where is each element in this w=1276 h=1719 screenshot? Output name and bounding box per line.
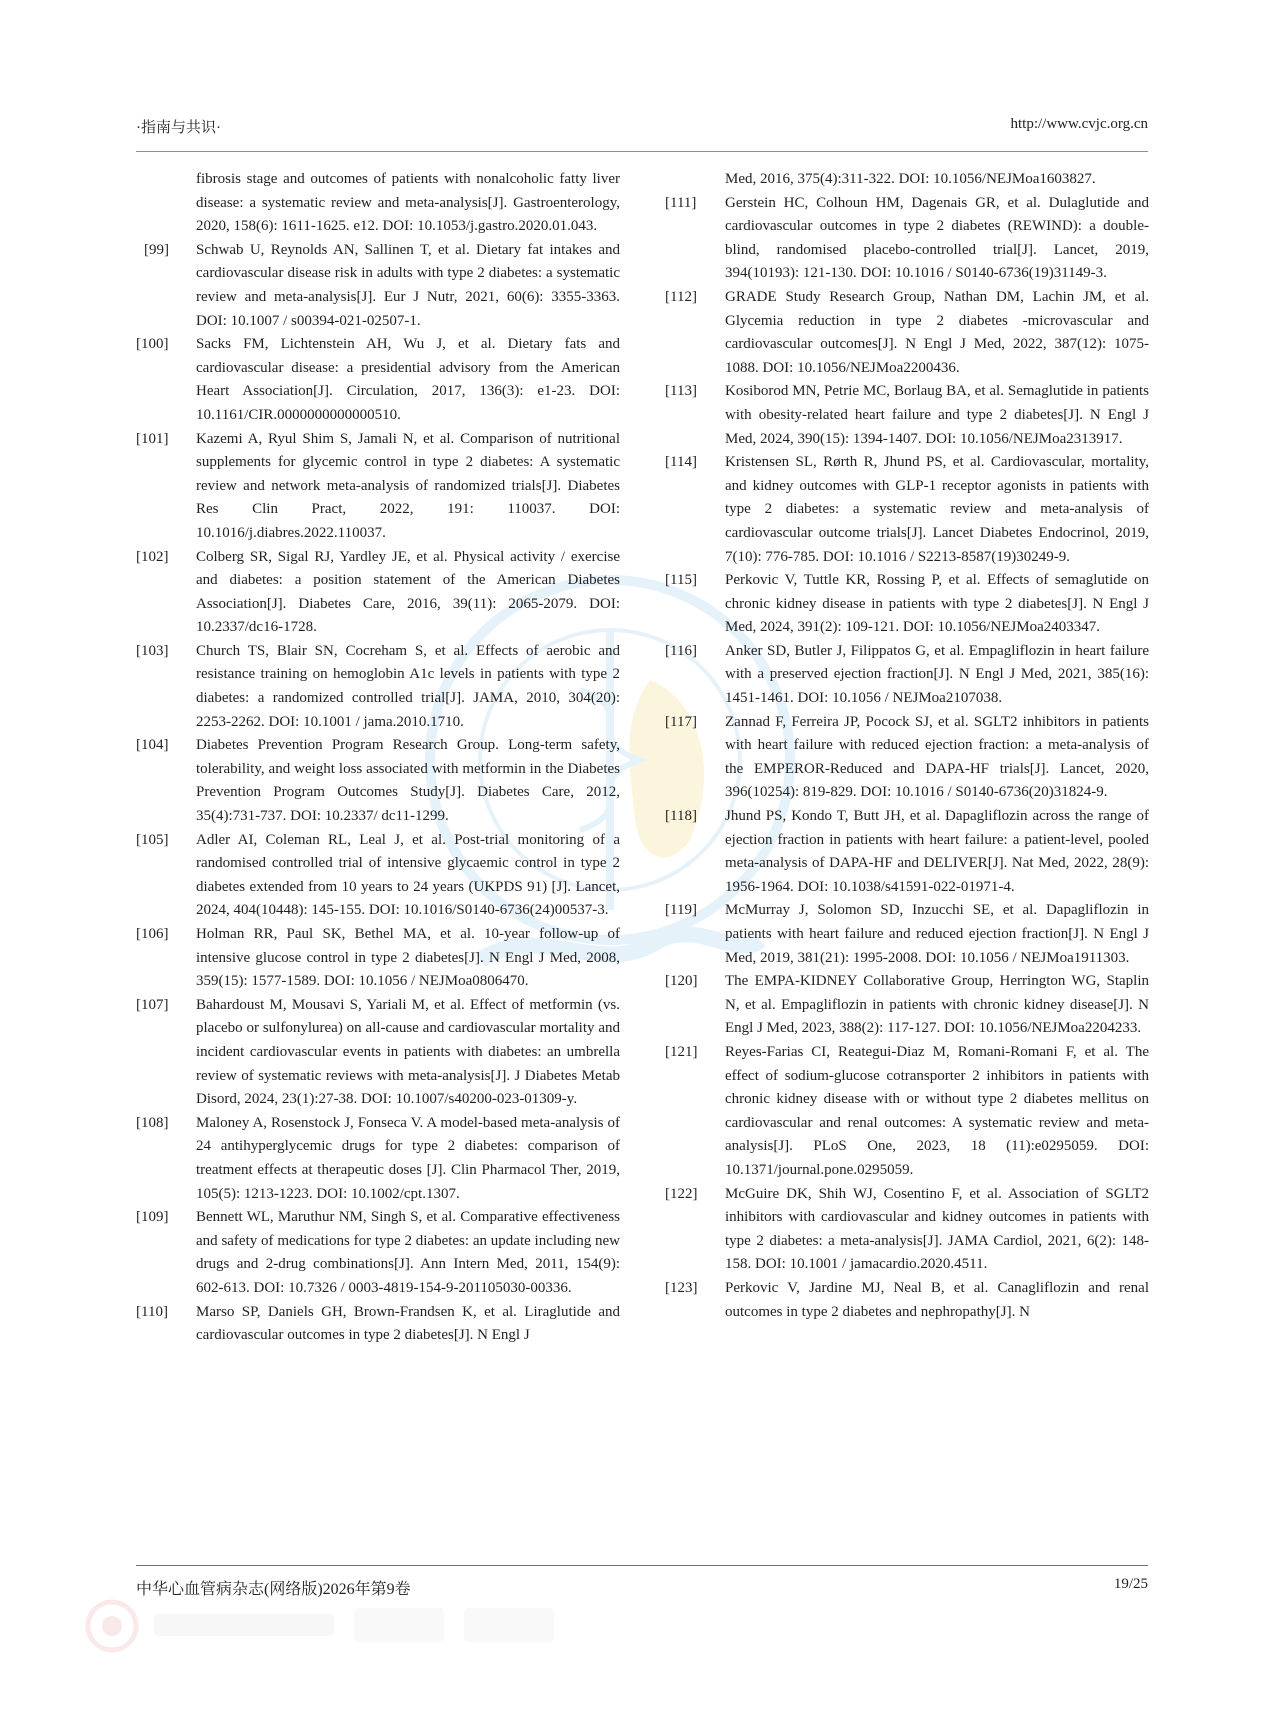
reference-text: McGuire DK, Shih WJ, Cosentino F, et al. Association of SGLT2 inhibitors with cardiovascular and kidney outcomes in patients with type 2 diabetes: a meta-analysis[J]. JAMA Cardiol, 2021, 6(2): 148-158. DOI: 10.1001 / jamacardio.2020.4511.	[725, 1185, 1149, 1273]
reference-entry	[136, 994, 620, 1112]
reference-number: [122]	[665, 1185, 698, 1202]
reference-entry	[665, 805, 1149, 899]
reference-number: [116]	[665, 642, 697, 659]
reference-text: Schwab U, Reynolds AN, Sallinen T, et al. Dietary fat intakes and cardiovascular disease risk in adults with type 2 diabetes: a systematic review and meta-analysis[J]. Eur J Nutr, 2021, 60(6): 3355-3363. DOI: 10.1007 / s00394-021-02507-1.	[196, 241, 620, 329]
reference-entry	[136, 734, 620, 828]
reference-text: Med, 2016, 375(4):311-322. DOI: 10.1056/NEJMoa1603827.	[725, 171, 1096, 187]
reference-entry	[136, 1112, 620, 1206]
reference-text: Marso SP, Daniels GH, Brown-Frandsen K, et al. Liraglutide and cardiovascular outcomes in type 2 diabetes[J]. N Engl J	[196, 1303, 620, 1344]
reference-number: [121]	[665, 1043, 698, 1060]
reference-text: Reyes-Farias CI, Reategui-Diaz M, Romani-Romani F, et al. The effect of sodium-glucose cotransporter 2 inhibitors in patients with chronic kidney disease with or without type 2 diabetes mellitus on cardiovascular and renal outcomes: A systematic review and meta-analysis[J]. PLoS One, 2023, 18 (11):e0295059. DOI: 10.1371/journal.pone.0295059.	[725, 1043, 1149, 1178]
reference-entry	[665, 970, 1149, 1041]
footer-journal: 中华心血管病杂志(网络版)2026年第9卷	[136, 1581, 411, 1598]
reference-text: Zannad F, Ferreira JP, Pocock SJ, et al. SGLT2 inhibitors in patients with heart failure with reduced ejection fraction: a meta-analysis of the EMPEROR-Reduced and DAPA-HF trials[J]. Lancet, 2020, 396(10254): 819-829. DOI: 10.1016 / S0140-6736(20)31824-9.	[725, 713, 1149, 801]
reference-number: [100]	[136, 336, 169, 353]
publisher-logo-watermark-icon	[84, 1598, 584, 1654]
reference-text: Diabetes Prevention Program Research Group. Long-term safety, tolerability, and weight loss associated with metformin in the Diabetes Prevention Program Outcomes Study[J]. Diabetes Care, 2012, 35(4):731-737. DOI: 10.2337/ dc11-1299.	[196, 737, 620, 825]
reference-text: Perkovic V, Tuttle KR, Rossing P, et al. Effects of semaglutide on chronic kidney disease in patients with type 2 diabetes[J]. N Engl J Med, 2024, 391(2): 109-121. DOI: 10.1056/NEJMoa2403347.	[725, 572, 1149, 636]
reference-text: Jhund PS, Kondo T, Butt JH, et al. Dapagliflozin across the range of ejection fraction in patients with heart failure: a patient-level, pooled meta-analysis of DAPA-HF and DELIVER[J]. Nat Med, 2022, 28(9): 1956-1964. DOI: 10.1038/s41591-022-01971-4.	[725, 808, 1149, 895]
reference-entry	[665, 1277, 1149, 1324]
reference-text: Maloney A, Rosenstock J, Fonseca V. A model-based meta-analysis of 24 antihyperglycemic drugs for type 2 diabetes: comparison of treatment effects at therapeutic doses [J]. Clin Pharmacol Ther, 2019, 105(5): 1213-1223. DOI: 10.1002/cpt.1307.	[196, 1114, 620, 1202]
reference-number: [111]	[665, 194, 697, 211]
reference-text: Bennett WL, Maruthur NM, Singh S, et al. Comparative effectiveness and safety of medications for type 2 diabetes: an update including new drugs and 2-drug combinations[J]. Ann Intern Med, 2011, 154(9): 602-613. DOI: 10.7326 / 0003-4819-154-9-201105030-00336.	[196, 1209, 620, 1296]
reference-number: [109]	[136, 1209, 169, 1226]
reference-text: Colberg SR, Sigal RJ, Yardley JE, et al. Physical activity / exercise and diabetes: a position statement of the American Diabetes Association[J]. Diabetes Care, 2016, 39(11): 2065-2079. DOI: 10.2337/dc16-1728.	[196, 548, 620, 636]
reference-entry	[665, 192, 1149, 286]
reference-number: [118]	[665, 808, 697, 825]
reference-entry	[136, 923, 620, 994]
footer-rule	[136, 1565, 1148, 1566]
reference-number: [104]	[136, 737, 169, 754]
reference-entry	[136, 428, 620, 546]
reference-text: fibrosis stage and outcomes of patients with nonalcoholic fatty liver disease: a systematic review and meta-analysis[J]. Gastroenterology, 2020, 158(6): 1611-1625. e12. DOI: 10.1053/j.gastro.2020.01.043.	[196, 171, 620, 235]
header-rule	[136, 151, 1148, 152]
reference-text: Church TS, Blair SN, Cocreham S, et al. Effects of aerobic and resistance training on hemoglobin A1c levels in patients with type 2 diabetes: a randomized controlled trial[J]. JAMA, 2010, 304(20): 2253-2262. DOI: 10.1001 / jama.2010.1710.	[196, 642, 620, 730]
reference-entry	[665, 1041, 1149, 1183]
references-left-column	[136, 168, 620, 1348]
reference-text: Perkovic V, Jardine MJ, Neal B, et al. Canagliflozin and renal outcomes in type 2 diabetes and nephropathy[J]. N	[725, 1279, 1149, 1320]
reference-text: Bahardoust M, Mousavi S, Yariali M, et al. Effect of metformin (vs. placebo or sulfonylurea) on all-cause and cardiovascular mortality and incident cardiovascular events in patients with diabetes: an umbrella review of systematic reviews with meta-analysis[J]. J Diabetes Metab Disord, 2024, 23(1):27-38. DOI: 10.1007/s40200-023-01309-y.	[196, 996, 620, 1108]
reference-text: Sacks FM, Lichtenstein AH, Wu J, et al. Dietary fats and cardiovascular disease: a presidential advisory from the American Heart Association[J]. Circulation, 2017, 136(3): e1-23. DOI: 10.1161/CIR.0000000000000510.	[196, 336, 620, 423]
reference-number: [105]	[136, 831, 169, 848]
reference-number: [120]	[665, 973, 698, 990]
reference-entry	[136, 333, 620, 427]
references-right-column	[665, 168, 1149, 1324]
reference-entry	[136, 640, 620, 734]
reference-number: [106]	[136, 926, 169, 942]
section-label: ·指南与共识·	[136, 120, 221, 136]
reference-text: Adler AI, Coleman RL, Leal J, et al. Post-trial monitoring of a randomised controlled trial of intensive glycaemic control in type 2 diabetes extended from 10 years to 24 years (UKPDS 91) [J]. Lancet, 2024, 404(10448): 145-155. DOI: 10.1016/S0140-6736(24)00537-3.	[196, 831, 620, 919]
reference-number: [99]	[144, 241, 169, 258]
reference-entry	[665, 569, 1149, 640]
reference-number: [114]	[665, 454, 697, 471]
reference-entry	[136, 829, 620, 923]
reference-entry	[665, 380, 1149, 451]
reference-number: [113]	[665, 383, 697, 400]
reference-entry	[665, 286, 1149, 380]
reference-number: [117]	[665, 713, 697, 730]
reference-entry	[136, 546, 620, 640]
reference-entry	[665, 451, 1149, 569]
reference-entry	[665, 711, 1149, 805]
reference-text: Kazemi A, Ryul Shim S, Jamali N, et al. Comparison of nutritional supplements for glycemic control in type 2 diabetes: A systematic review and network meta-analysis of randomized trials[J]. Diabetes Res Clin Pract, 2022, 191: 110037. DOI: 10.1016/j.diabres.2022.110037.	[196, 430, 620, 541]
reference-entry	[136, 168, 620, 239]
reference-text: Anker SD, Butler J, Filippatos G, et al. Empagliflozin in heart failure with a preserved ejection fraction[J]. N Engl J Med, 2021, 385(16): 1451-1461. DOI: 10.1056 / NEJMoa2107038.	[725, 642, 1149, 707]
journal-url[interactable]: http://www.cvjc.org.cn	[1010, 116, 1148, 132]
reference-text: McMurray J, Solomon SD, Inzucchi SE, et al. Dapagliflozin in patients with heart failure and reduced ejection fraction[J]. N Engl J Med, 2019, 381(21): 1995-2008. DOI: 10.1056 / NEJMoa1911303.	[725, 902, 1149, 966]
page-header	[136, 116, 1148, 150]
reference-text: Gerstein HC, Colhoun HM, Dagenais GR, et al. Dulaglutide and cardiovascular outcomes in type 2 diabetes (REWIND): a double-blind, randomised placebo-controlled trial[J]. Lancet, 2019, 394(10193): 121-130. DOI: 10.1016 / S0140-6736(19)31149-3.	[725, 194, 1149, 282]
reference-number: [107]	[136, 996, 169, 1013]
reference-number: [108]	[136, 1114, 169, 1131]
reference-entry	[665, 168, 1149, 192]
reference-number: [112]	[665, 288, 697, 305]
reference-entry	[665, 1183, 1149, 1277]
reference-entry	[136, 1301, 620, 1348]
reference-number: [123]	[665, 1279, 698, 1296]
reference-text: Holman RR, Paul SK, Bethel MA, et al. 10-year follow-up of intensive glucose control in type 2 diabetes[J]. N Engl J Med, 2008, 359(15): 1577-1589. DOI: 10.1056 / NEJMoa0806470.	[196, 926, 620, 990]
reference-number: [101]	[136, 430, 169, 447]
reference-text: Kristensen SL, Rørth R, Jhund PS, et al. Cardiovascular, mortality, and kidney outcomes with GLP-1 receptor agonists in patients with type 2 diabetes: a systematic review and meta-analysis of cardiovascular outcome trials[J]. Lancet Diabetes Endocrinol, 2019, 7(10): 776-785. DOI: 10.1016 / S2213-8587(19)30249-9.	[725, 454, 1149, 565]
reference-number: [119]	[665, 902, 697, 919]
reference-entry	[665, 640, 1149, 711]
reference-text: Kosiborod MN, Petrie MC, Borlaug BA, et al. Semaglutide in patients with obesity-related heart failure and type 2 diabetes[J]. N Engl J Med, 2024, 390(15): 1394-1407. DOI: 10.1056/NEJMoa2313917.	[725, 383, 1149, 447]
page-number: 19/25	[1113, 1576, 1148, 1592]
reference-number: [115]	[665, 572, 697, 589]
reference-entry	[665, 899, 1149, 970]
reference-number: [110]	[136, 1303, 168, 1320]
reference-number: [102]	[136, 548, 169, 565]
reference-text: GRADE Study Research Group, Nathan DM, Lachin JM, et al. Glycemia reduction in type 2 diabetes -microvascular and cardiovascular outcomes[J]. N Engl J Med, 2022, 387(12): 1075-1088. DOI: 10.1056/NEJMoa2200436.	[725, 288, 1149, 376]
reference-number: [103]	[136, 642, 169, 659]
reference-entry	[136, 239, 620, 333]
reference-text: The EMPA-KIDNEY Collaborative Group, Herrington WG, Staplin N, et al. Empagliflozin in patients with chronic kidney disease[J]. N Engl J Med, 2023, 388(2): 117-127. DOI: 10.1056/NEJMoa2204233.	[725, 973, 1149, 1037]
reference-entry	[136, 1206, 620, 1300]
